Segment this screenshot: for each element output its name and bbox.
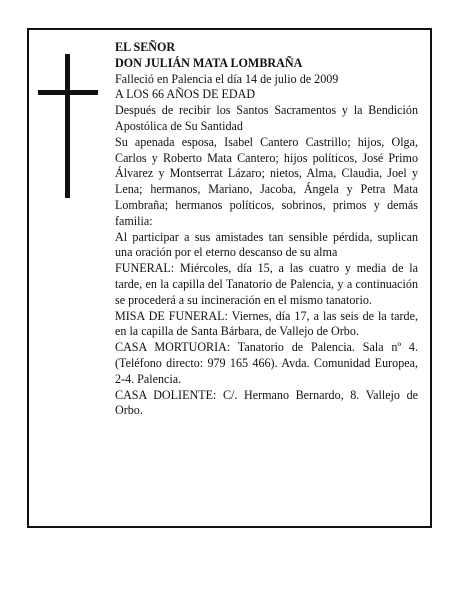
funeral-paragraph: FUNERAL: Miércoles, día 15, a las cuatro y media de la tarde, en la capilla del Tanatorio de Palencia, y a continuación se procederá a su incineración en el mismo tanatorio. xyxy=(115,261,418,307)
mortuary-paragraph: CASA MORTUORIA: Tanatorio de Palencia. Sala nº 4. (Teléfono directo: 979 165 466). Avda. Comunidad Europea, 2-4. Palencia. xyxy=(115,340,418,386)
sacraments-paragraph: Después de recibir los Santos Sacramentos y la Bendición Apostólica de Su Santidad xyxy=(115,103,418,133)
deceased-name: DON JULIÁN MATA LOMBRAÑA xyxy=(115,55,303,70)
mourning-house-paragraph: CASA DOLIENTE: C/. Hermano Bernardo, 8. Vallejo de Orbo. xyxy=(115,387,418,418)
death-notice: Falleció en Palencia el día 14 de julio de 2009 xyxy=(115,71,339,86)
latin-cross-icon xyxy=(38,54,98,198)
obituary-header: EL SEÑOR xyxy=(115,40,176,54)
cross-horizontal-bar xyxy=(38,90,98,95)
mass-paragraph: MISA DE FUNERAL: Viernes, día 17, a las seis de la tarde, en la capilla de Santa Bárbara, de Vallejo de Orbo. xyxy=(115,308,418,339)
cross-vertical-bar xyxy=(65,54,70,198)
request-paragraph: Al participar a sus amistades tan sensible pérdida, suplican una oración por el eterno descanso de su alma xyxy=(115,229,418,260)
age-line: A LOS 66 AÑOS DE EDAD xyxy=(115,87,256,102)
family-paragraph: Su apenada esposa, Isabel Cantero Castrillo; hijos, Olga, Carlos y Roberto Mata Cantero; hijos políticos, José Primo Álvarez y Montserrat Lázaro; nietos, Alma, Claudia, Joel y Lena; hermanos, Mariano, Jacoba, Ángela y Petra Mata Lombraña; hermanos políticos, sobrinos, primos y demás familia: xyxy=(115,134,418,228)
obituary-text xyxy=(115,40,418,419)
